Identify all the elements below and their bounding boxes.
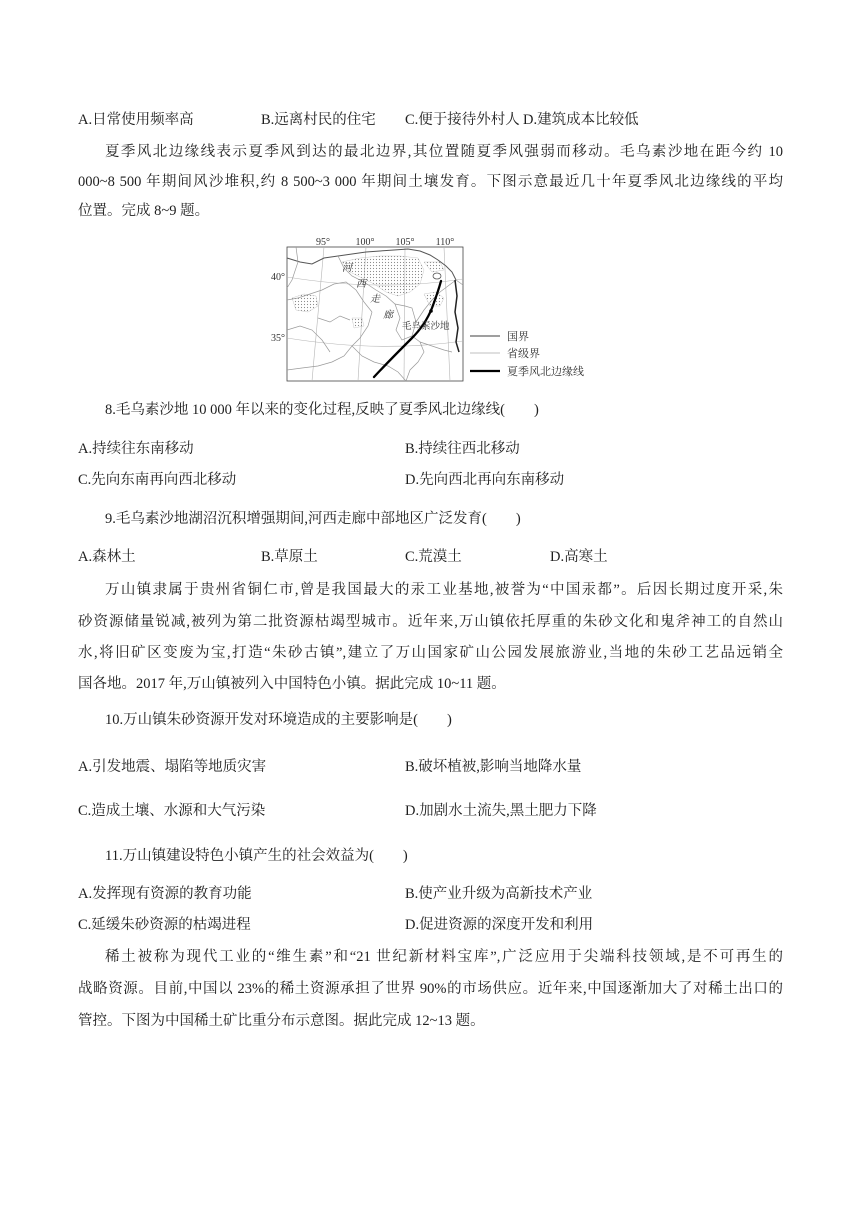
q10-option-b: B.破坏植被,影响当地降水量	[405, 759, 582, 775]
q9-option-d: D.高寒土	[550, 549, 608, 565]
q7-option-d: D.建筑成本比较低	[523, 112, 639, 128]
q9-stem: 9.毛乌素沙地湖沼沉积增强期间,河西走廊中部地区广泛发育( )	[105, 511, 521, 527]
q8-option-b: B.持续往西北移动	[405, 441, 520, 457]
q11-option-b: B.使产业升级为高新技术产业	[405, 886, 593, 902]
lat-label-35: 35°	[271, 333, 285, 344]
passage-12-13-line-1: 稀土被称为现代工业的“维生素”和“21 世纪新材料宝库”,广泛应用于尖端科技领域,是不可再生的	[105, 949, 783, 965]
maowusu-label: 毛乌素沙地	[402, 322, 450, 332]
q8-stem: 8.毛乌素沙地 10 000 年以来的变化过程,反映了夏季风北边缘线( )	[105, 402, 539, 418]
passage-12-13-line-3: 管控。下图为中国稀土矿比重分布示意图。据此完成 12~13 题。	[78, 1013, 485, 1029]
q11-option-a: A.发挥现有资源的教育功能	[78, 886, 252, 902]
q10-option-c: C.造成土壤、水源和大气污染	[78, 803, 266, 819]
passage-8-9-line-3: 位置。完成 8~9 题。	[78, 203, 210, 219]
q7-option-b: B.远离村民的住宅	[261, 112, 376, 128]
q9-option-b: B.草原土	[261, 549, 318, 565]
region-char-lang: 廊	[383, 310, 393, 321]
q10-stem: 10.万山镇朱砂资源开发对环境造成的主要影响是( )	[105, 712, 452, 728]
region-char-zou: 走	[370, 294, 380, 305]
region-char-xi: 西	[356, 279, 366, 290]
q11-option-c: C.延缓朱砂资源的枯竭进程	[78, 917, 251, 933]
lon-label-100: 100°	[355, 237, 375, 248]
lon-label-110: 110°	[435, 237, 455, 248]
legend-monsoon-line-label: 夏季风北边缘线	[507, 366, 584, 378]
q10-option-d: D.加剧水土流失,黑土肥力下降	[405, 803, 597, 819]
passage-10-11-line-4: 国各地。2017 年,万山镇被列入中国特色小镇。据此完成 10~11 题。	[78, 676, 506, 692]
legend-provincial-boundary-label: 省级界	[507, 348, 540, 360]
passage-8-9-line-1: 夏季风北边缘线表示夏季风到达的最北边界,其位置随夏季风强弱而移动。毛乌素沙地在距今约 10	[105, 144, 783, 160]
q9-option-a: A.森林土	[78, 549, 136, 565]
q8-option-c: C.先向东南再向西北移动	[78, 472, 237, 488]
lon-label-105: 105°	[395, 237, 415, 248]
passage-8-9-line-2: 000~8 500 年期间风沙堆积,约 8 500~3 000 年期间土壤发育。下图示意最近几十年夏季风北边缘线的平均	[78, 174, 783, 190]
q9-option-c: C.荒漠土	[405, 549, 462, 565]
region-char-he: 河	[342, 263, 352, 274]
passage-12-13-line-2: 战略资源。目前,中国以 23%的稀土资源承担了世界 90%的市场供应。近年来,中国逐渐加大了对稀土出口的	[78, 981, 783, 997]
summer-monsoon-map	[262, 232, 600, 384]
q8-option-d: D.先向西北再向东南移动	[405, 472, 565, 488]
passage-10-11-line-1: 万山镇隶属于贵州省铜仁市,曾是我国最大的汞工业基地,被誉为“中国汞都”。后因长期过度开采,朱	[105, 582, 783, 598]
desert-area-small	[352, 318, 364, 328]
legend-national-boundary-label: 国界	[507, 331, 529, 343]
lon-label-95: 95°	[316, 237, 330, 248]
q7-option-a: A.日常使用频率高	[78, 112, 194, 128]
lat-label-40: 40°	[271, 272, 285, 283]
passage-10-11-line-3: 水,将旧矿区变废为宝,打造“朱砂古镇”,建立了万山国家矿山公园发展旅游业,当地的朱砂工艺品远销全	[78, 645, 783, 661]
passage-10-11-line-2: 砂资源储量锐减,被列为第二批资源枯竭型城市。近年来,万山镇依托厚重的朱砂文化和鬼斧神工的自然山	[78, 614, 783, 630]
q8-option-a: A.持续往东南移动	[78, 441, 194, 457]
q11-stem: 11.万山镇建设特色小镇产生的社会效益为( )	[105, 848, 408, 864]
maowusu-point	[429, 309, 433, 313]
q10-option-a: A.引发地震、塌陷等地质灾害	[78, 759, 267, 775]
q7-option-c: C.便于接待外村人	[405, 112, 520, 128]
q11-option-d: D.促进资源的深度开发和利用	[405, 917, 594, 933]
